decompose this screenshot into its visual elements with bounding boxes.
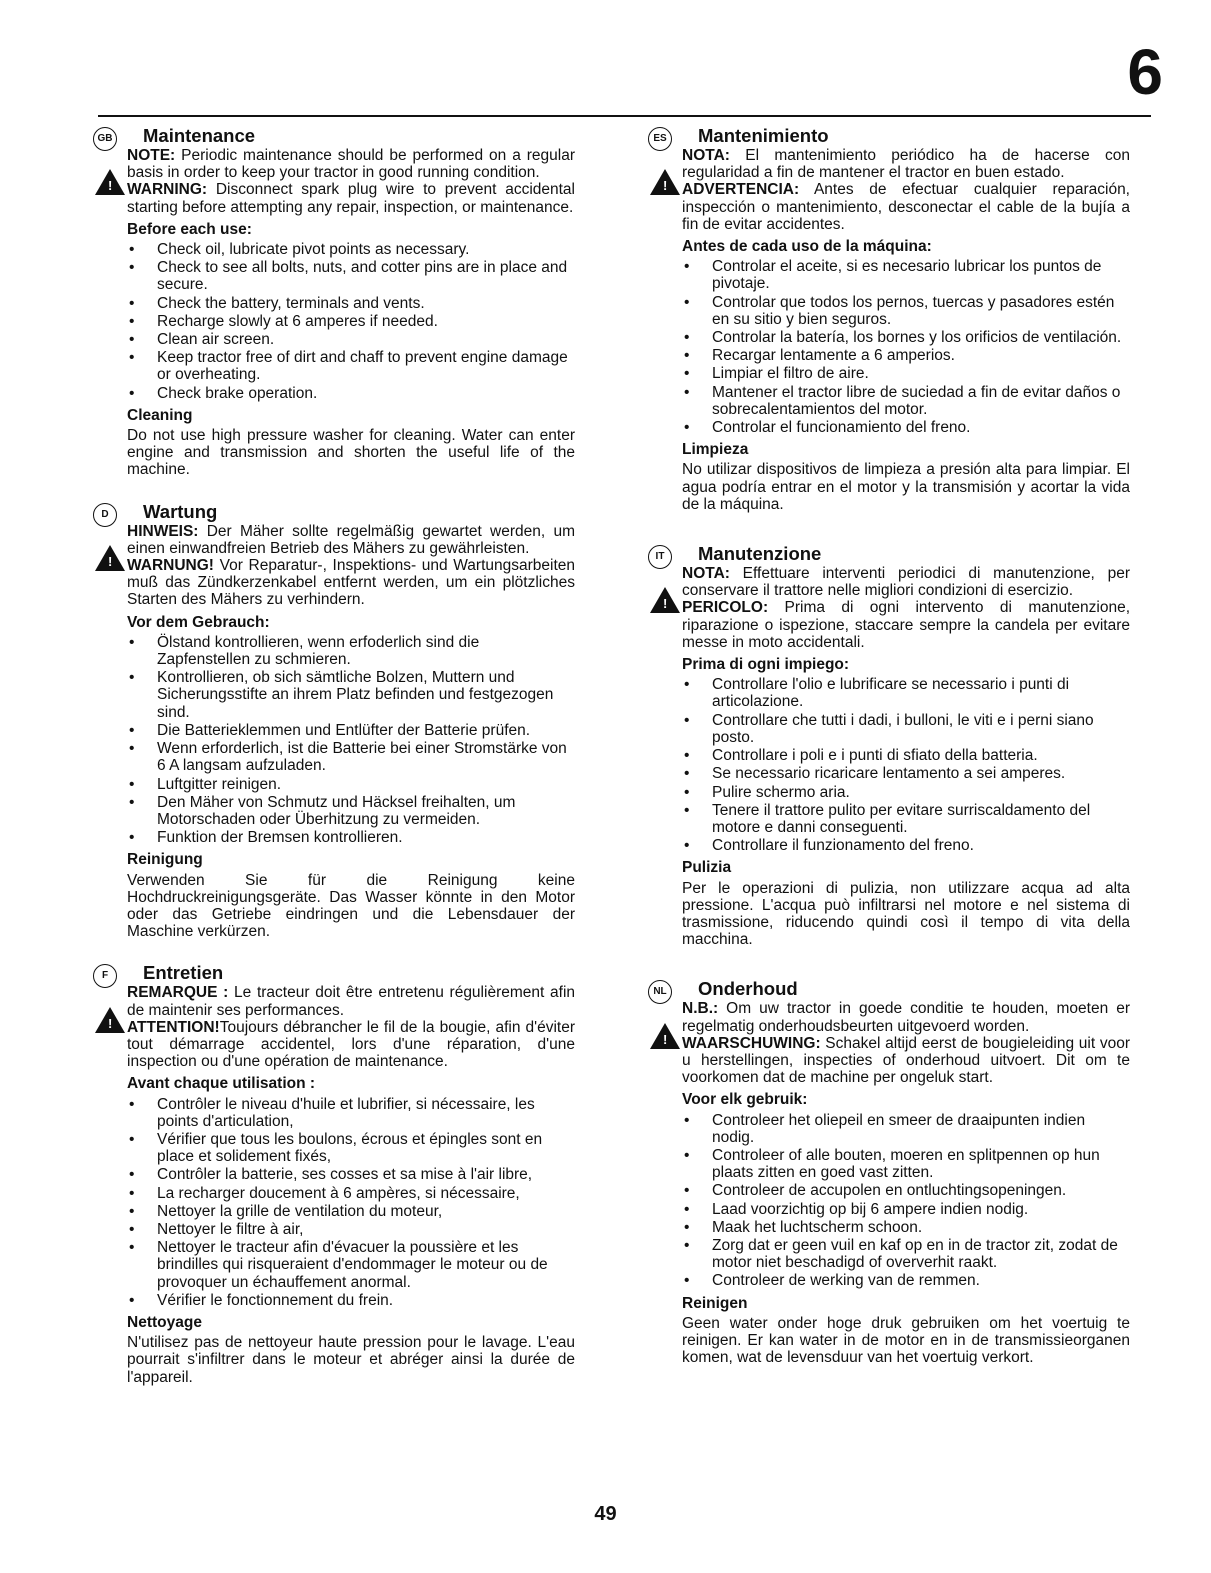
list-item: • Check to see all bolts, nuts, and cotter pins are in place and secure. xyxy=(127,259,575,293)
note xyxy=(127,147,575,181)
before-use-heading: Before each use: xyxy=(127,220,252,238)
list-item: • Controleer het oliepeil en smeer de draaipunten indien nodig. xyxy=(682,1112,1130,1146)
warning-text: Toujours débrancher le fil de la bougie, afin d'éviter tout démarrage accidentel, lors d'une réparation, d'une inspection ou d'une opération de maintenance. xyxy=(127,1018,575,1071)
cleaning-heading: Nettoyage xyxy=(127,1313,202,1331)
list-item: • Controllare i poli e i punti di sfiato della batteria. xyxy=(682,747,1130,764)
cleaning-text: N'utilisez pas de nettoyeur haute pression pour le lavage. L'eau pourrait s'infiltrer dans le moteur et abréger ainsi la durée de l'appareil. xyxy=(127,1334,575,1386)
note-text: El mantenimiento periódico ha de hacerse con regularidad a fin de mantener el tractor en buen estado. xyxy=(682,147,1130,182)
list-item: • Den Mäher von Schmutz und Häcksel freihalten, um Motorschaden oder Überhitzung zu vermeiden. xyxy=(127,794,575,828)
before-use-heading: Antes de cada uso de la máquina: xyxy=(682,238,932,256)
warning-text: Schakel altijd eerst de bougieleiding uit voor u herstellingen, inspecties of onderhoud uitvoert. Dit om te voorkomen dat de machine per ongeluk start. xyxy=(682,1034,1130,1087)
warning xyxy=(682,181,1130,233)
warning-label: ADVERTENCIA: xyxy=(682,181,800,199)
section-fr xyxy=(97,962,575,1385)
section-gb xyxy=(97,125,575,479)
cleaning-heading: Reinigung xyxy=(127,851,203,869)
warning-text: Prima di ogni intervento di manutenzione, riparazione o ispezione, staccare sempre la candela per evitare messe in moto accidentali. xyxy=(682,599,1130,651)
list-item: • Luftgitter reinigen. xyxy=(127,776,575,793)
note-label: NOTE: xyxy=(127,147,176,164)
chapter-number: 6 xyxy=(1127,36,1161,108)
list-item: • Controlar el aceite, si es necesario lubricar los puntos de pivotaje. xyxy=(682,258,1130,292)
note-label: REMARQUE : xyxy=(127,984,229,1002)
left-column xyxy=(97,125,575,1386)
warning-label: PERICOLO: xyxy=(682,599,769,617)
page-number: 49 xyxy=(594,1503,617,1525)
warning-triangle-icon xyxy=(95,169,125,195)
note-label: NOTA: xyxy=(682,565,730,583)
section-title: Onderhoud xyxy=(698,978,798,1000)
cleaning-text: Per le operazioni di pulizia, non utilizzare acqua ad alta pressione. L'acqua può infiltrarsi nel motore e nel sistema di trasmissione, riducendo quindi così il tempo di vita della macchina. xyxy=(682,879,1130,949)
warning-text: Vor Reparatur-, Inspektions- und Wartungsarbeiten muß das Zündkerzenkabel entfernt werden, um ein plötzliches Starten des Mähers zu verhindern. xyxy=(127,557,575,609)
list-item: • Se necessario ricaricare lentamento a sei amperes. xyxy=(682,765,1130,782)
header-rule xyxy=(98,115,1151,117)
flag-fr-icon: F xyxy=(93,964,117,988)
checklist xyxy=(682,258,1130,436)
checklist xyxy=(127,634,575,846)
list-item: • Tenere il trattore pulito per evitare surriscaldamento del motore e danni conseguenti. xyxy=(682,802,1130,836)
section-title: Maintenance xyxy=(143,125,256,146)
list-item: • Vérifier le fonctionnement du frein. xyxy=(127,1292,575,1309)
list-item: • Keep tractor free of dirt and chaff to prevent engine damage or overheating. xyxy=(127,349,575,383)
list-item: • Zorg dat er geen vuil en kaf op en in de tractor zit, zodat de motor niet beschadigd of oververhit raakt. xyxy=(682,1237,1130,1271)
before-use-heading: Prima di ogni impiego: xyxy=(682,656,850,674)
list-item: • Check oil, lubricate pivot points as necessary. xyxy=(127,241,575,258)
note-label: N.B.: xyxy=(682,1000,719,1018)
list-item: • Recargar lentamente a 6 amperios. xyxy=(682,347,1130,364)
list-item: • Nettoyer le tracteur afin d'évacuer la poussière et les brindilles qui risqueraient d'endommager le moteur ou de provoquer un échauffement anormal. xyxy=(127,1239,575,1291)
list-item: • La recharger doucement à 6 ampères, si nécessaire, xyxy=(127,1185,575,1202)
note-text: Der Mäher sollte regelmäßig gewartet werden, um einen einwandfreien Betrieb des Mähers zu gewährleisten. xyxy=(127,522,575,557)
list-item: • Contrôler le niveau d'huile et lubrifier, si nécessaire, les points d'articulation, xyxy=(127,1096,575,1130)
list-item: • Nettoyer la grille de ventilation du moteur, xyxy=(127,1203,575,1220)
note-text: Effettuare interventi periodici di manutenzione, per conservare il trattore nelle migliori condizioni di esercizio. xyxy=(682,565,1130,600)
checklist xyxy=(682,676,1130,854)
flag-it-icon: IT xyxy=(648,545,672,569)
list-item: • Mantener el tractor libre de suciedad a fin de evitar daños o sobrecalentamientos del motor. xyxy=(682,384,1130,418)
checklist xyxy=(127,1096,575,1309)
section-title: Wartung xyxy=(143,500,218,522)
note-label: HINWEIS: xyxy=(127,522,199,540)
cleaning-heading: Limpieza xyxy=(682,441,749,459)
list-item: • Limpiar el filtro de aire. xyxy=(682,365,1130,382)
list-item: • Maak het luchtscherm schoon. xyxy=(682,1219,1130,1236)
list-item: • Vérifier que tous les boulons, écrous et épingles sont en place et solidement fixés, xyxy=(127,1131,575,1165)
list-item: • Nettoyer le filtre à air, xyxy=(127,1221,575,1238)
list-item: • Controlar que todos los pernos, tuercas y pasadores estén en su sitio y bien seguros. xyxy=(682,294,1130,328)
section-it xyxy=(652,543,1130,948)
spacer xyxy=(652,513,1130,543)
checklist xyxy=(127,241,575,402)
spacer xyxy=(97,479,575,501)
warning-text: Antes de efectuar cualquier reparación, inspección o mantenimiento, desconectar el cable de la bujía a fin de evitar accidentes. xyxy=(682,181,1130,233)
list-item: • Recharge slowly at 6 amperes if needed. xyxy=(127,313,575,330)
warning xyxy=(127,557,575,609)
warning xyxy=(682,1035,1130,1087)
warning xyxy=(127,1019,575,1071)
note-text: Le tracteur doit être entretenu régulièrement afin de maintenir ses performances. xyxy=(127,984,576,1019)
checklist xyxy=(682,1112,1130,1290)
section-nl xyxy=(652,978,1130,1366)
flag-nl-icon: NL xyxy=(648,980,672,1004)
list-item: • Controleer of alle bouten, moeren en splitpennen op hun plaats zitten en goed vast zitten. xyxy=(682,1147,1130,1181)
list-item: • Pulire schermo aria. xyxy=(682,784,1130,801)
note xyxy=(682,147,1130,181)
section-de xyxy=(97,501,575,941)
note-text: Om uw tractor in goede conditie te houden, moeten er regelmatig onderhoudsbeurten uitgevoerd worden. xyxy=(682,1000,1130,1035)
spacer xyxy=(652,948,1130,978)
warning-triangle-icon xyxy=(95,545,125,571)
list-item: • Controllare che tutti i dadi, i bulloni, le viti e i perni siano posto. xyxy=(682,712,1130,746)
warning-triangle-icon xyxy=(95,1007,125,1033)
list-item: • Laad voorzichtig op bij 6 ampere indien nodig. xyxy=(682,1201,1130,1218)
before-use-heading: Voor elk gebruik: xyxy=(682,1091,808,1109)
list-item: • Check brake operation. xyxy=(127,385,575,402)
note-text: Periodic maintenance should be performed on a regular basis in order to keep your tractor in good running condition. xyxy=(127,147,575,182)
flag-gb-icon: GB xyxy=(93,127,117,151)
section-title: Manutenzione xyxy=(698,543,822,565)
before-use-heading: Vor dem Gebrauch: xyxy=(127,613,270,631)
note xyxy=(127,523,575,557)
flag-de-icon: D xyxy=(93,503,117,527)
warning xyxy=(682,599,1130,651)
before-use-heading: Avant chaque utilisation : xyxy=(127,1075,316,1093)
warning-label: WAARSCHUWING: xyxy=(682,1034,821,1052)
cleaning-text: No utilizar dispositivos de limpieza a presión alta para limpiar. El agua podría entrar en el motor y la transmisión y acortar la vida de la máquina. xyxy=(682,461,1130,513)
section-title: Mantenimiento xyxy=(698,125,829,146)
warning-text: Disconnect spark plug wire to prevent accidental starting before attempting any repair, inspection, or maintenance. xyxy=(127,181,575,216)
cleaning-heading: Pulizia xyxy=(682,859,732,877)
warning-label: WARNING: xyxy=(127,181,208,199)
cleaning-text: Verwenden Sie für die Reinigung keine Hochdruckreinigungsgeräte. Das Wasser könnte in den Motor oder das Getriebe eindringen und die Lebensdauer der Maschine verkürzen. xyxy=(127,871,575,941)
right-column xyxy=(652,125,1130,1366)
flag-es-icon: ES xyxy=(648,127,672,151)
section-es xyxy=(652,125,1130,513)
warning-label: WARNUNG! xyxy=(127,557,214,575)
cleaning-heading: Cleaning xyxy=(127,406,193,424)
section-title: Entretien xyxy=(143,962,224,984)
note xyxy=(682,1000,1130,1034)
list-item: • Ölstand kontrollieren, wenn erfoderlich sind die Zapfenstellen zu schmieren. xyxy=(127,634,575,668)
cleaning-text: Do not use high pressure washer for cleaning. Water can enter engine and transmission and shorten the useful life of the machine. xyxy=(127,427,575,479)
list-item: • Clean air screen. xyxy=(127,331,575,348)
warning-triangle-icon xyxy=(650,587,680,613)
list-item: • Controleer de accupolen en ontluchtingsopeningen. xyxy=(682,1182,1130,1199)
list-item: • Controllare il funzionamento del freno. xyxy=(682,837,1130,854)
list-item: • Controlar el funcionamiento del freno. xyxy=(682,419,1130,436)
list-item: • Kontrollieren, ob sich sämtliche Bolzen, Muttern und Sicherungsstifte an ihrem Platz befinden und festgezogen sind. xyxy=(127,669,575,721)
spacer xyxy=(97,940,575,962)
warning-triangle-icon xyxy=(650,169,680,195)
note-label: NOTA: xyxy=(682,147,730,164)
warning-label: ATTENTION! xyxy=(127,1018,220,1036)
list-item: • Check the battery, terminals and vents. xyxy=(127,295,575,312)
note xyxy=(682,565,1130,599)
warning xyxy=(127,181,575,215)
list-item: • Controleer de werking van de remmen. xyxy=(682,1272,1130,1289)
cleaning-heading: Reinigen xyxy=(682,1294,748,1312)
note xyxy=(127,984,575,1018)
list-item: • Controllare l'olio e lubrificare se necessario i punti di articolazione. xyxy=(682,676,1130,710)
list-item: • Contrôler la batterie, ses cosses et sa mise à l'air libre, xyxy=(127,1166,575,1183)
cleaning-text: Geen water onder hoge druk gebruiken om het voertuig te reinigen. Er kan water in de motor en in de transmissieorganen komen, wat de levensduur van het voertuig verkort. xyxy=(682,1314,1130,1367)
list-item: • Die Batterieklemmen und Entlüfter der Batterie prüfen. xyxy=(127,722,575,739)
list-item: • Funktion der Bremsen kontrollieren. xyxy=(127,829,575,846)
warning-triangle-icon xyxy=(650,1023,680,1049)
list-item: • Wenn erforderlich, ist die Batterie bei einer Stromstärke von 6 A langsam aufzuladen. xyxy=(127,740,575,774)
list-item: • Controlar la batería, los bornes y los orificios de ventilación. xyxy=(682,329,1130,346)
